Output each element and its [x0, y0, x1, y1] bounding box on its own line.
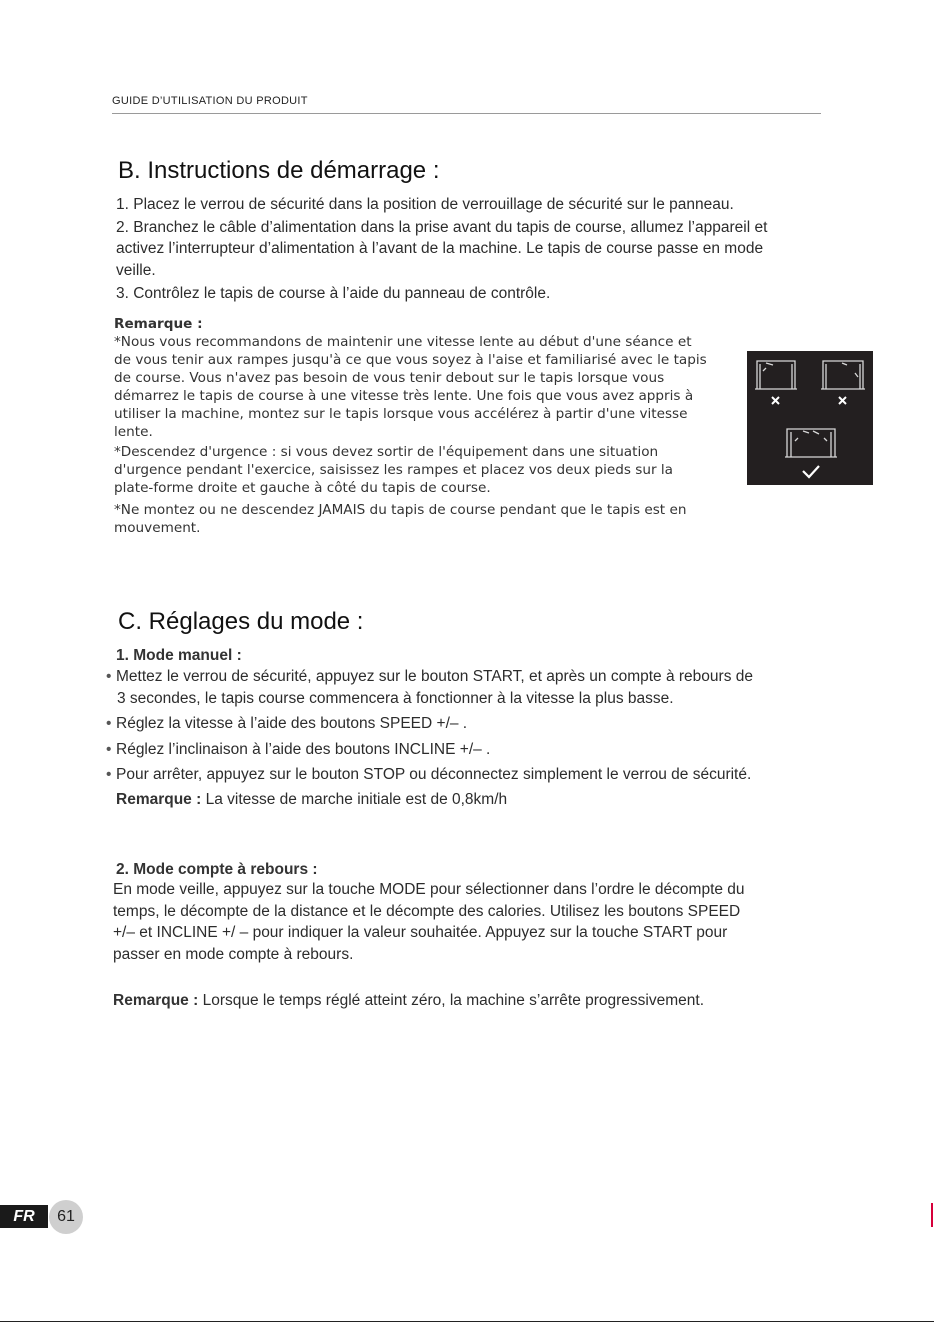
step-line: activez l’interrupteur d’alimentation à l’avant de la machine. Le tapis de course passe en mode [116, 240, 764, 257]
running-header: GUIDE D’UTILISATION DU PRODUIT [112, 95, 308, 107]
manual-mode-bullets [106, 666, 876, 810]
note-line: *Descendez d'urgence : si vous devez sortir de l'équipement dans une situation [114, 444, 659, 460]
list-item [106, 739, 876, 761]
illustration-svg [747, 351, 873, 485]
bullet-icon: • [106, 668, 112, 685]
header-divider [112, 113, 821, 114]
cross-icon [772, 397, 779, 404]
treadmill-correct-icon [785, 429, 837, 457]
note-text: Lorsque le temps réglé atteint zéro, la machine s’arrête progressivement. [198, 992, 704, 1009]
treadmill-standing-illustration [747, 351, 873, 485]
bullet-icon: • [106, 715, 112, 732]
note-line: d'urgence pendant l'exercice, saisissez les rampes et placez vos deux pieds sur la [114, 462, 674, 478]
note-line: *Ne montez ou ne descendez JAMAIS du tapis de course pendant que le tapis est en [114, 502, 687, 518]
note-label: Remarque : [113, 992, 199, 1009]
step-line: veille. [116, 261, 156, 279]
note-line: démarrez le tapis de course à une vitesse très lente. Une fois que vous avez appris à [114, 388, 694, 404]
note-line: utiliser la machine, montez sur le tapis lorsque vous accélérez à partir d'une vitesse [114, 406, 688, 422]
bullet-icon: • [106, 766, 112, 783]
section-c-title: C. Réglages du mode : [118, 608, 364, 635]
list-item [106, 666, 876, 688]
treadmill-wrong-right-icon [821, 361, 865, 389]
list-item-text: Mettez le verrou de sécurité, appuyez sur le bouton START, et après un compte à rebours de [116, 668, 753, 685]
language-tab: FR [0, 1205, 48, 1228]
paragraph-line: passer en mode compte à rebours. [113, 945, 354, 963]
paragraph-line: +/– et INCLINE +/ – pour indiquer la valeur souhaitée. Appuyez sur la touche START pour [113, 924, 728, 941]
manual-mode-note [116, 789, 876, 811]
countdown-mode-note [113, 990, 883, 1012]
list-item-text: Pour arrêter, appuyez sur le bouton STOP ou déconnectez simplement le verrou de sécurité. [116, 766, 752, 783]
note-line: mouvement. [114, 520, 201, 536]
note-label: Remarque : [114, 316, 203, 332]
section-b-note [114, 315, 742, 537]
note-line: de course. Vous n'avez pas besoin de vous tenir debout sur le tapis lorsque vous [114, 370, 665, 386]
edge-marker [931, 1203, 933, 1227]
list-item [106, 713, 876, 735]
step-line: 1. Placez le verrou de sécurité dans la position de verrouillage de sécurité sur le panneau. [116, 196, 734, 213]
note-line: plate-forme droite et gauche à côté du tapis de course. [114, 480, 491, 496]
page-bottom-border [0, 1321, 934, 1322]
treadmill-wrong-left-icon [755, 361, 797, 389]
note-label: Remarque : [116, 790, 202, 808]
paragraph-line: En mode veille, appuyez sur la touche MODE pour sélectionner dans l’ordre le décompte du [113, 881, 745, 898]
check-icon [803, 466, 819, 477]
list-item-text: Réglez l’inclinaison à l’aide des boutons INCLINE +/– . [116, 740, 491, 758]
paragraph-line: temps, le décompte de la distance et le décompte des calories. Utilisez les boutons SPEED [113, 902, 741, 920]
manual-mode-title: 1. Mode manuel : [116, 647, 242, 664]
bullet-icon: • [106, 740, 112, 758]
note-line: lente. [114, 424, 153, 440]
countdown-mode-text [113, 879, 883, 965]
note-line: de vous tenir aux rampes jusqu'à ce que vous soyez à l'aise et familiarisé avec le tapis [114, 352, 707, 368]
note-line: *Nous vous recommandons de maintenir une vitesse lente au début d'une séance et [114, 334, 692, 350]
section-b-steps [116, 194, 876, 305]
note-text: La vitesse de marche initiale est de 0,8km/h [201, 790, 508, 808]
cross-icon [839, 397, 846, 404]
page-number: 61 [49, 1200, 83, 1234]
countdown-mode-title: 2. Mode compte à rebours : [116, 861, 318, 878]
list-item [106, 764, 876, 786]
list-item-text: Réglez la vitesse à l’aide des boutons SPEED +/– . [116, 715, 468, 732]
section-b-title: B. Instructions de démarrage : [118, 157, 440, 184]
list-item-continuation: 3 secondes, le tapis course commencera à fonctionner à la vitesse la plus basse. [117, 689, 674, 707]
step-line: 2. Branchez le câble d’alimentation dans la prise avant du tapis de course, allumez l’appareil et [116, 218, 768, 236]
step-line: 3. Contrôlez le tapis de course à l’aide du panneau de contrôle. [116, 285, 551, 302]
